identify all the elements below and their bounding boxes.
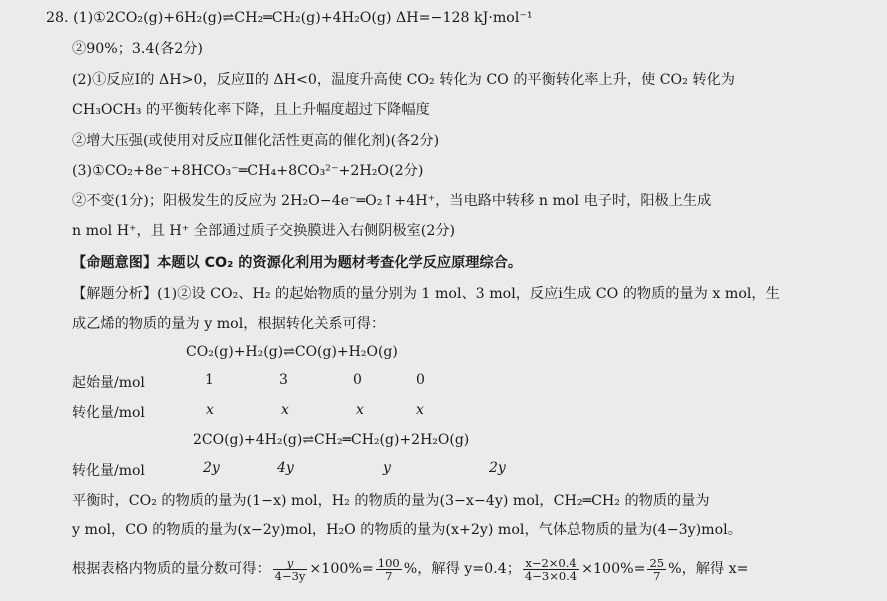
table-cell: 4y: [277, 460, 294, 476]
fraction-numerator: x−2×0.4: [523, 557, 579, 570]
answer-line-6: (3)①CO₂+8e⁻+8HCO₃⁻═CH₄+8CO₃²⁻+2H₂O(2分): [72, 163, 424, 179]
intent-line: 【命题意图】本题以 CO₂ 的资源化利用为题材考查化学反应原理综合。: [72, 255, 523, 271]
equation-1: CO₂(g)+H₂(g)⇌CO(g)+H₂O(g): [186, 344, 398, 360]
table-cell: y: [383, 460, 391, 476]
fraction-numerator: 25: [649, 555, 665, 570]
fraction-2: [376, 557, 402, 582]
answer-line-7: ②不变(1分)；阳极发生的反应为 2H₂O−4e⁻═O₂↑+4H⁺，当电路中转移 n mol 电子时，阳极上生成: [72, 193, 712, 209]
table-cell: x: [356, 402, 364, 418]
fraction-4: [647, 557, 666, 582]
analysis-line-4: y mol，CO 的物质的量为(x−2y)mol，H₂O 的物质的量为(x+2y) mol，气体总物质的量为(4−3y)mol。: [72, 522, 742, 538]
table-cell: x: [206, 402, 214, 418]
table-cell: 0: [416, 372, 425, 388]
line-mid: ×100%=: [581, 561, 646, 577]
fraction-numerator: y: [273, 557, 308, 570]
table-cell: 3: [279, 372, 288, 388]
line-lead: 根据表格内物质的量分数可得：: [72, 561, 271, 577]
line-mid: ×100%=: [309, 561, 374, 577]
analysis-line-2: 成乙烯的物质的量为 y mol，根据转化关系可得：: [72, 316, 386, 332]
answer-line-8: n mol H⁺，且 H⁺ 全部通过质子交换膜进入右侧阴极室(2分): [72, 223, 456, 239]
table-cell: 2y: [489, 460, 506, 476]
table-cell: 1: [205, 372, 214, 388]
table-cell: x: [281, 402, 289, 418]
fraction-denominator: 7: [653, 568, 661, 583]
table-cell: 0: [353, 372, 362, 388]
answer-line-4: CH₃OCH₃ 的平衡转化率下降，且上升幅度超过下降幅度: [72, 102, 430, 118]
row-label-initial: 起始量/mol: [72, 375, 145, 391]
answer-line-3: (2)①反应Ⅰ的 ΔH>0，反应Ⅱ的 ΔH<0，温度升高使 CO₂ 转化为 CO 的平衡转化率上升，使 CO₂ 转化为: [72, 72, 735, 88]
table-cell: 2y: [203, 460, 220, 476]
row-label-converted-2: 转化量/mol: [72, 463, 145, 479]
fraction-denominator: 7: [385, 568, 393, 583]
line-tail: %，解得 x=: [668, 561, 749, 577]
analysis-line-1: 【解题分析】(1)②设 CO₂、H₂ 的起始物质的量分别为 1 mol、3 mol，反应ⅰ生成 CO 的物质的量为 x mol，生: [72, 286, 780, 302]
row-label-converted-1: 转化量/mol: [72, 405, 145, 421]
answer-line-1: 28. (1)①2CO₂(g)+6H₂(g)⇌CH₂═CH₂(g)+4H₂O(g) ΔH=−128 kJ·mol⁻¹: [46, 10, 533, 26]
fraction-numerator: 100: [377, 555, 400, 570]
fraction-3: [523, 557, 579, 582]
table-cell: x: [416, 402, 424, 418]
fraction-1: [273, 557, 308, 582]
fraction-denominator: 4−3y: [274, 568, 306, 583]
answer-line-2: ②90%；3.4(各2分): [72, 41, 203, 57]
answer-line-5: ②增大压强(或使用对反应Ⅱ催化活性更高的催化剂)(各2分): [72, 133, 440, 149]
equation-2: 2CO(g)+4H₂(g)⇌CH₂═CH₂(g)+2H₂O(g): [193, 432, 470, 448]
analysis-line-3: 平衡时，CO₂ 的物质的量为(1−x) mol，H₂ 的物质的量为(3−x−4y) mol，CH₂═CH₂ 的物质的量为: [72, 493, 710, 509]
line-mid: %，解得 y=0.4；: [403, 561, 521, 577]
analysis-line-5: [72, 554, 749, 584]
fraction-denominator: 4−3×0.4: [524, 568, 578, 583]
